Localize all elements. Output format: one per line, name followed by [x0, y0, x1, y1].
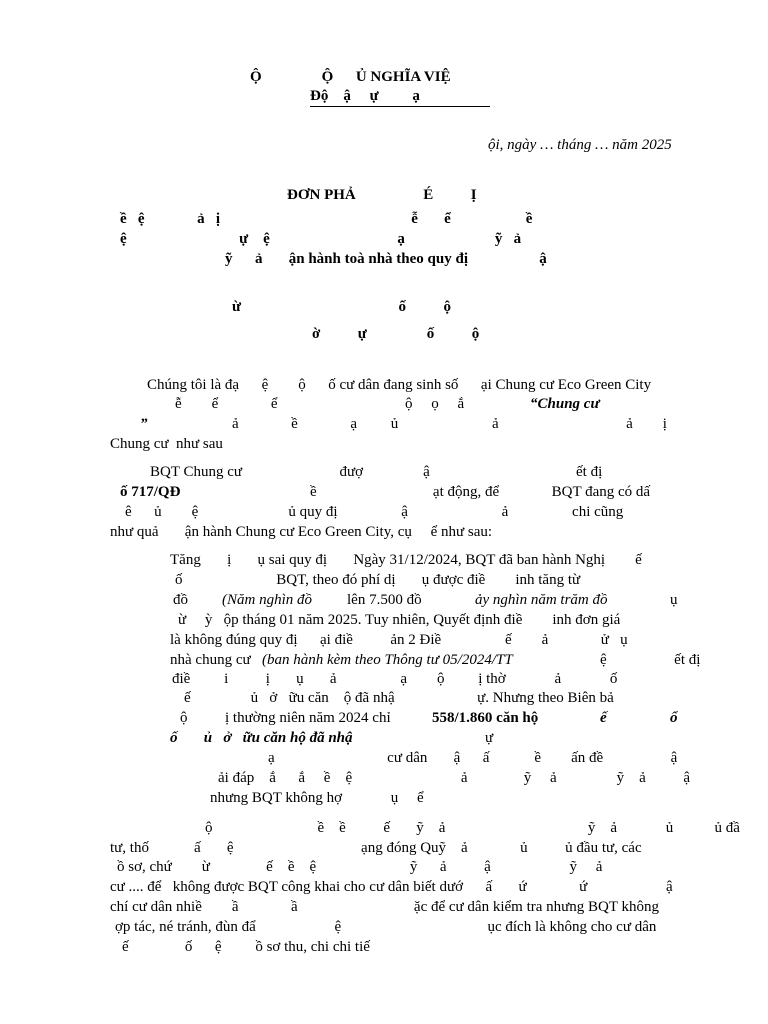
date-line: ội, ngày … tháng … năm 2025 [488, 137, 672, 153]
document-title: ĐƠN PHẢ É Ị [287, 187, 477, 203]
item1-line-2: ố BQT, theo đó phí dị ụ được điề inh tăng từ [175, 572, 581, 588]
subject-line-3: ỹ ả ận hành toà nhà theo quy đị ậ [225, 251, 547, 267]
para2-decision-number: ố 717/QĐ [120, 484, 181, 500]
item1-line-4: ừ ỳ ộp tháng 01 năm 2025. Tuy nhiên, Quyết định điề inh đơn giá [178, 612, 621, 628]
item1-line-6a: nhà chung cư [170, 652, 251, 668]
para3-line-4: cư .... để không được BQT công khai cho cư dân biết dướ ấ ứ ứ ậ [110, 879, 673, 895]
item1-line-10a: ố ủ ở ữu căn hộ đã nhậ [170, 730, 353, 746]
subject-line-1: ề ệ ả ị ễ ể ề [120, 211, 533, 227]
item1-emph-2: ổ [670, 710, 678, 726]
para2-line-2: ề ạt động, để BQT đang có dấ [310, 484, 651, 500]
item1-line-7: điề i ị ụ ả ạ ộ ị thờ ả ố [172, 671, 618, 687]
para3-line-6: ợp tác, né tránh, đùn đẩ ệ ục đích là không cho cư dân [115, 919, 657, 935]
motto-line: Độ ậ ự ạ [310, 87, 490, 107]
item1-line-3a: đồ [173, 592, 188, 608]
para3-line-3: ồ sơ, chứ ừ ế ề ệ ỹ ả ậ ỹ ả [117, 859, 603, 875]
item1-five-thousand: (Năm nghìn đồ [222, 592, 312, 608]
subject-line-2: ệ ự ệ ạ ỹ ả [120, 231, 522, 247]
item1-line-8: ế ủ ở ữu căn ộ đã nhậ ự. Nhưng theo Biên bả [184, 690, 614, 706]
para2-line-1: BQT Chung cư đượ ậ ết đị [150, 464, 603, 480]
item1-line-11: ạ cư dân ậ ấ ề ấn đề ậ [268, 750, 678, 766]
item1-line-3b: lên 7.500 đồ [347, 592, 422, 608]
item1-line-12: ải đáp ắ ắ ề ệ ả ỹ ả ỹ ả ậ [218, 770, 690, 786]
intro-close-quote: ” [140, 416, 148, 432]
item1-seven-thousand: ảy nghìn năm trăm đồ [475, 592, 608, 608]
item1-emph-1: ế [600, 710, 607, 726]
item1-line-1: Tăng ị ụ sai quy đị Ngày 31/12/2024, BQT đã ban hành Nghị ế [170, 552, 642, 568]
national-header: Ộ Ộ Ủ NGHĨA VIỆ [250, 69, 451, 85]
para2-line-4: như quả ận hành Chung cư Eco Green City, cụ ể như sau: [110, 524, 493, 540]
intro-line-2: ễ ể ể ộ ọ ắ [175, 396, 465, 412]
para3-line-5: chí cư dân nhiề ầ ầ ặc để cư dân kiểm tra nhưng BQT không [110, 899, 660, 915]
item1-apartment-count: 558/1.860 căn hộ [432, 710, 539, 726]
recipient-line-1: ừ ố ộ [232, 299, 452, 315]
item1-line-10b: ự [485, 730, 494, 746]
para3-line-1: ộ ề ề ế ỹ ả ỹ ả ủ ủ đầ [205, 820, 740, 836]
item1-line-9a: ộ ị thường niên năm 2024 chỉ [180, 710, 391, 726]
item1-line-5: là không đúng quy đị ại điề ản 2 Điề ế ả ử ụ [170, 632, 628, 648]
item1-line-13: nhưng BQT không hợ ụ ể [210, 790, 424, 806]
para2-line-3: ê ủ ệ ủ quy đị ậ ả chi cũng [125, 504, 624, 520]
item1-line-3c: ụ [670, 592, 678, 608]
recipient-line-2: ờ ự ố ộ [312, 326, 480, 342]
para3-line-2: tư, thố ấ ệ ạng đóng Quỹ ả ủ ủ đầu tư, các [110, 840, 642, 856]
intro-line-3: ả ề ạ ủ ả ả ị [232, 416, 667, 432]
intro-line-1: Chúng tôi là đạ ệ ộ ố cư dân đang sinh số ại Chung cư Eco Green City [147, 377, 652, 393]
item1-circular-ref: (ban hành kèm theo Thông tư 05/2024/TT [262, 652, 513, 668]
para3-line-7: ế ố ệ ồ sơ thu, chi chi tiế [122, 939, 370, 955]
intro-chung-cu-quote: “Chung cư [530, 396, 600, 412]
item1-line-6b: ệ ết đị [600, 652, 701, 668]
intro-line-4: Chung cư như sau [110, 436, 223, 452]
